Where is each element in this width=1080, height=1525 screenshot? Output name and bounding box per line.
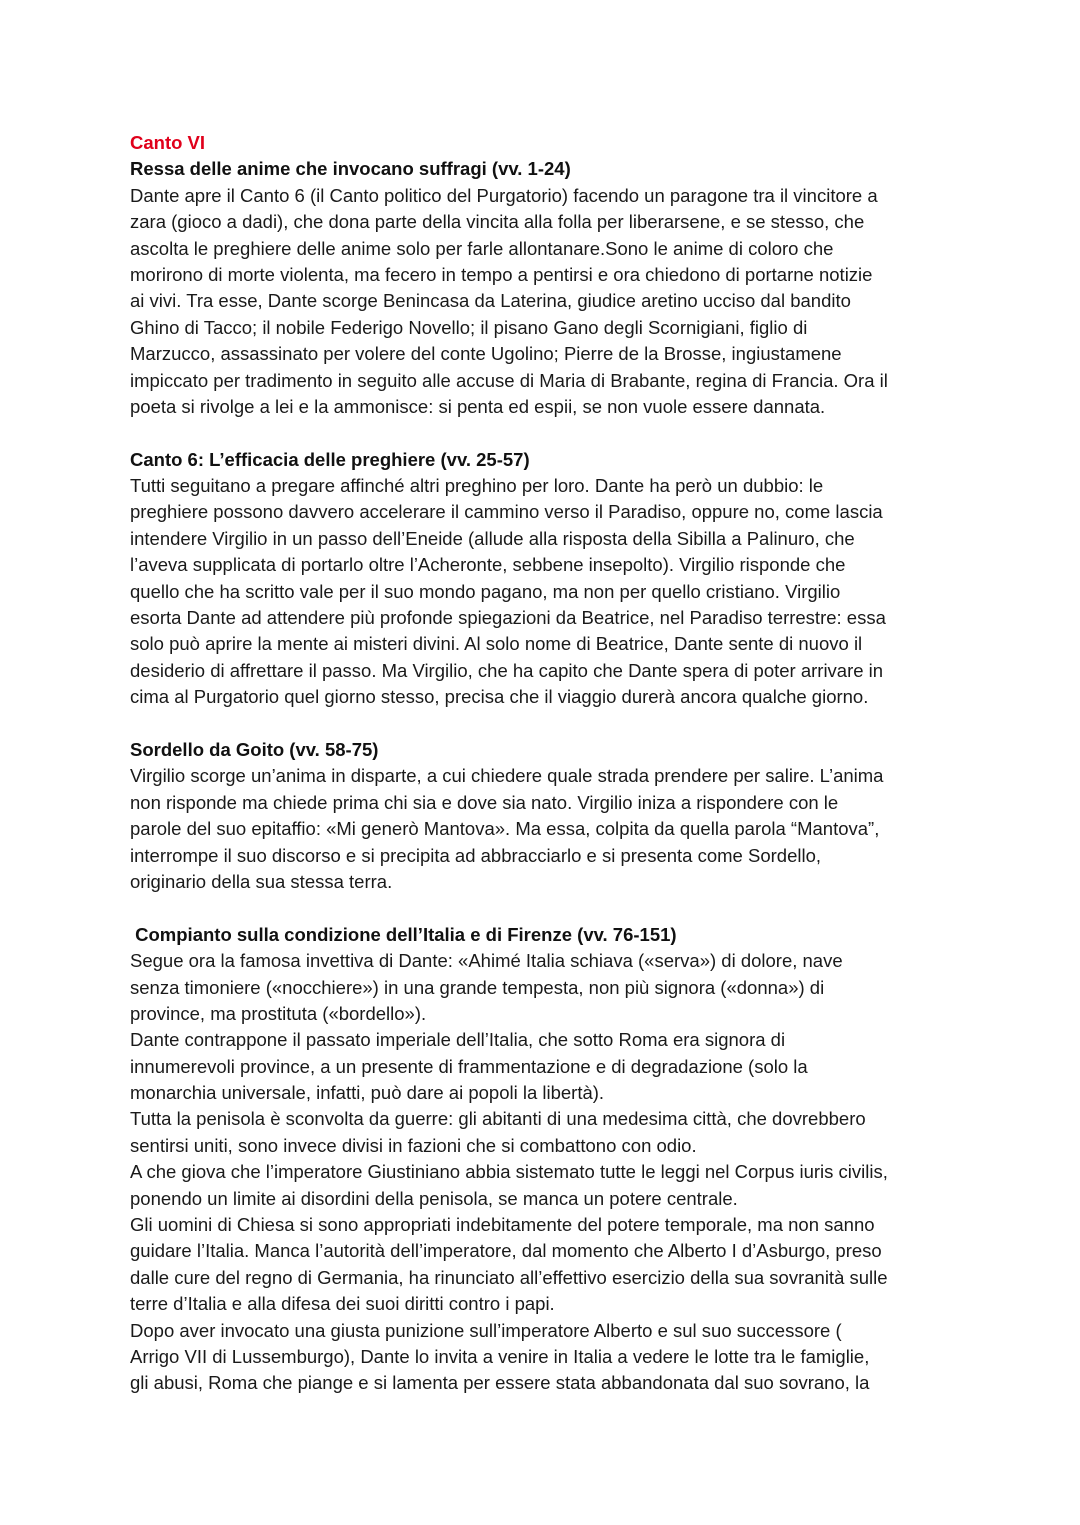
body-text-line: non risponde ma chiede prima chi sia e dove sia nato. Virgilio iniza a rispondere con le (130, 791, 839, 813)
body-text-line: Dante apre il Canto 6 (il Canto politico del Purgatorio) facendo un paragone tra il vincitore a (130, 184, 878, 206)
body-text-line: Dopo aver invocato una giusta punizione sull’imperatore Alberto e sul suo successore ( (130, 1319, 842, 1341)
body-text-line: senza timoniere («nocchiere») in una grande tempesta, non più signora («donna») di (130, 976, 825, 998)
body-text-line: ascolta le preghiere delle anime solo per farle allontanare.Sono le anime di coloro che (130, 237, 834, 259)
section-heading: Canto 6: L’efficacia delle preghiere (vv. 25-57) (130, 448, 530, 470)
body-text-line: desiderio di affrettare il passo. Ma Virgilio, che ha capito che Dante spera di poter arrivare in (130, 659, 884, 681)
body-text-line: poeta si rivolge a lei e la ammonisce: si penta ed espii, se non vuole essere dannata. (130, 395, 826, 417)
body-text-line: interrompe il suo discorso e si precipita ad abbracciarlo e si presenta come Sordello, (130, 844, 822, 866)
body-text-line: quello che ha scritto vale per il suo mondo pagano, ma non per quello cristiano. Virgilio (130, 580, 841, 602)
document-body (130, 156, 888, 1396)
body-text-line: preghiere possono davvero accelerare il cammino verso il Paradiso, oppure no, come lascia (130, 501, 883, 523)
body-text-line: Dante contrappone il passato imperiale dell’Italia, che sotto Roma era signora di (130, 1029, 786, 1051)
body-text-line: terre d’Italia e alla difesa dei suoi diritti contro i papi. (130, 1293, 555, 1315)
body-text-line: Tutti seguitano a pregare affinché altri preghino per loro. Dante ha però un dubbio: le (130, 475, 824, 497)
body-text-line: impiccato per tradimento in seguito alle accuse di Maria di Brabante, regina di Francia. Ora il (130, 369, 888, 391)
body-text-line: intendere Virgilio in un passo dell’Eneide (allude alla risposta della Sibilla a Palinuro, che (130, 527, 855, 549)
body-text-line: parole del suo epitaffio: «Mi generò Mantova». Ma essa, colpita da quella parola “Mantova”, (130, 818, 880, 840)
section-heading: Ressa delle anime che invocano suffragi (vv. 1-24) (130, 158, 571, 180)
body-text-line: guidare l’Italia. Manca l’autorità dell’imperatore, dal momento che Alberto I d’Asburgo, preso (130, 1240, 882, 1262)
section (130, 711, 888, 896)
body-text-line: originario della sua stessa terra. (130, 870, 393, 892)
body-text-line: cima al Purgatorio quel giorno stesso, precisa che il viaggio durerà ancora qualche giorno. (130, 686, 869, 708)
paragraph-spacer (130, 420, 888, 446)
body-text-line: Ghino di Tacco; il nobile Federigo Novello; il pisano Gano degli Scornigiani, figlio di (130, 316, 808, 338)
body-text-line: morirono di morte violenta, ma fecero in tempo a pentirsi e ora chiedono di portarne notizie (130, 263, 873, 285)
paragraph-spacer (130, 711, 888, 737)
body-text-line: Virgilio scorge un’anima in disparte, a cui chiedere quale strada prendere per salire. L’anima (130, 765, 884, 787)
body-text-line: gli abusi, Roma che piange e si lamenta per essere stata abbandonata dal suo sovrano, la (130, 1372, 870, 1394)
section-heading: Compianto sulla condizione dell’Italia e di Firenze (vv. 76-151) (130, 923, 677, 945)
body-text-line: esorta Dante ad attendere più profonde spiegazioni da Beatrice, nel Paradiso terrestre: essa (130, 607, 886, 629)
body-text-line: Arrigo VII di Lussemburgo), Dante lo invita a venire in Italia a vedere le lotte tra le famiglie, (130, 1345, 870, 1367)
section (130, 156, 888, 420)
body-text-line: ponendo un limite ai disordini della penisola, se manca un potere centrale. (130, 1187, 738, 1209)
body-text-line: A che giova che l’imperatore Giustiniano abbia sistemato tutte le leggi nel Corpus iuris civilis, (130, 1161, 888, 1183)
body-text-line: monarchia universale, infatti, può dare ai popoli la libertà). (130, 1082, 605, 1104)
body-text-line: province, ma prostituta («bordello»). (130, 1002, 427, 1024)
body-text-line: zara (gioco a dadi), che dona parte della vincita alla folla per liberarsene, e se stesso, che (130, 211, 865, 233)
document-title: Canto VI (130, 132, 206, 153)
body-text-line: Gli uomini di Chiesa si sono appropriati indebitamente del potere temporale, ma non sanno (130, 1214, 875, 1236)
body-text-line: innumerevoli province, a un presente di frammentazione e di degradazione (solo la (130, 1055, 808, 1077)
body-text-line: Segue ora la famosa invettiva di Dante: «Ahimé Italia schiava («serva») di dolore, nave (130, 950, 843, 972)
body-text-line: l’aveva supplicata di portarlo oltre l’Acheronte, sebbene insepolto). Virgilio risponde che (130, 554, 846, 576)
body-text-line: dalle cure del regno di Germania, ha rinunciato all’effettivo esercizio della sua sovranità sulle (130, 1266, 888, 1288)
body-text-line: sentirsi uniti, sono invece divisi in fazioni che si combattono con odio. (130, 1134, 697, 1156)
section (130, 420, 888, 710)
section-heading: Sordello da Goito (vv. 58-75) (130, 738, 379, 760)
body-text-line: ai vivi. Tra esse, Dante scorge Benincasa da Laterina, giudice aretino ucciso dal bandito (130, 290, 851, 312)
body-text-line: Tutta la penisola è sconvolta da guerre: gli abitanti di una medesima città, che dovrebbero (130, 1108, 866, 1130)
document-page (130, 130, 888, 1397)
section (130, 895, 888, 1396)
body-text-line: Marzucco, assassinato per volere del conte Ugolino; Pierre de la Brosse, ingiustamene (130, 343, 842, 365)
paragraph-spacer (130, 895, 888, 921)
body-text-line: solo può aprire la mente ai misteri divini. Al solo nome di Beatrice, Dante sente di nuovo il (130, 633, 863, 655)
